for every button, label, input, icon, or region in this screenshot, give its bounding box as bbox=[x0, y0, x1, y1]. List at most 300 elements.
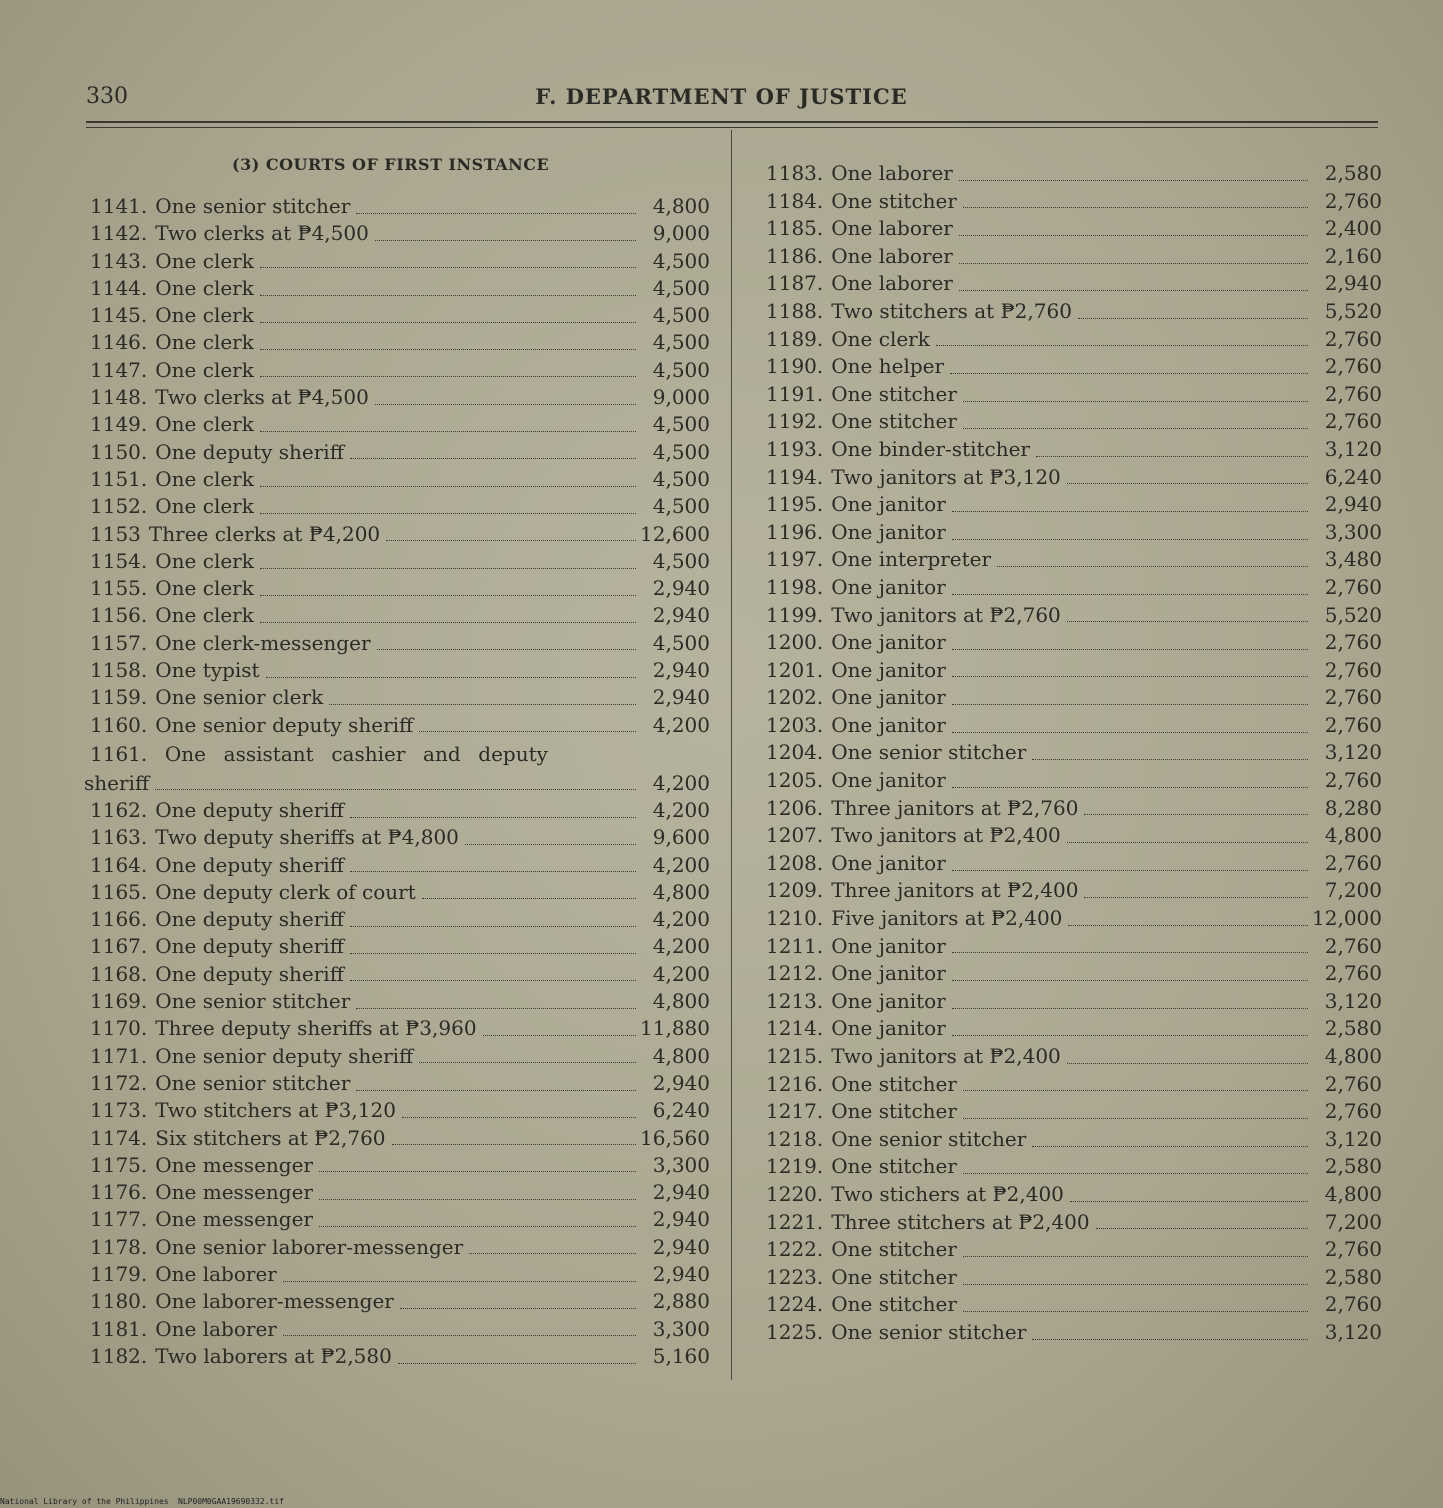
line-item bbox=[766, 298, 1382, 326]
item-amount: 2,760 bbox=[1324, 1292, 1382, 1317]
item-description: One deputy sheriff bbox=[155, 934, 344, 959]
item-number: 1166. bbox=[90, 907, 148, 932]
line-item bbox=[766, 850, 1382, 878]
item-number: 1197. bbox=[766, 547, 824, 572]
item-number: 1171. bbox=[90, 1043, 148, 1068]
line-item bbox=[90, 521, 710, 548]
leader-dots bbox=[350, 952, 636, 954]
item-description: One janitor bbox=[831, 630, 946, 655]
leader-dots bbox=[952, 951, 1308, 953]
item-amount: 4,200 bbox=[652, 934, 710, 959]
item-description: Two stitchers at ₱2,760 bbox=[831, 298, 1072, 323]
item-number: 1221. bbox=[766, 1209, 824, 1234]
item-description: One janitor bbox=[831, 933, 946, 958]
item-description: One senior stitcher bbox=[155, 194, 351, 218]
leader-dots bbox=[952, 1034, 1308, 1036]
item-description: Three stitchers at ₱2,400 bbox=[831, 1209, 1090, 1234]
item-amount: 9,600 bbox=[652, 825, 710, 850]
item-number: 1152. bbox=[90, 494, 148, 519]
item-amount: 2,760 bbox=[1324, 188, 1382, 213]
item-description: One senior laborer-messenger bbox=[155, 1234, 464, 1259]
line-item bbox=[90, 1152, 710, 1179]
line-item bbox=[90, 630, 710, 657]
line-item bbox=[90, 1316, 710, 1343]
item-description: One deputy clerk of court bbox=[155, 879, 416, 904]
leader-dots bbox=[260, 321, 636, 323]
leader-dots bbox=[1067, 620, 1308, 622]
leader-dots bbox=[356, 1089, 636, 1091]
item-number: 1150. bbox=[90, 439, 148, 464]
line-item bbox=[90, 220, 710, 247]
item-description: One senior stitcher bbox=[831, 740, 1027, 765]
item-number: 1203. bbox=[766, 712, 824, 737]
item-number: 1169. bbox=[90, 989, 148, 1014]
item-amount: 2,400 bbox=[1324, 216, 1382, 241]
item-amount: 4,500 bbox=[652, 548, 710, 573]
item-number: 1141. bbox=[90, 194, 148, 218]
item-description-word: cashier bbox=[331, 741, 406, 766]
item-number: 1218. bbox=[766, 1126, 824, 1151]
line-item bbox=[90, 329, 710, 356]
item-amount: 4,200 bbox=[652, 770, 710, 795]
item-amount: 3,120 bbox=[1324, 740, 1382, 765]
leader-dots bbox=[356, 212, 636, 214]
item-description: One senior stitcher bbox=[155, 1070, 351, 1095]
line-item bbox=[766, 739, 1382, 767]
item-number: 1201. bbox=[766, 657, 824, 682]
leader-dots bbox=[283, 1280, 636, 1282]
item-description: One laborer bbox=[831, 161, 953, 185]
item-amount: 2,160 bbox=[1324, 243, 1382, 268]
line-item bbox=[766, 381, 1382, 409]
item-description: One deputy sheriff bbox=[155, 961, 344, 986]
leader-dots bbox=[936, 344, 1308, 346]
item-description: One janitor bbox=[831, 850, 946, 875]
line-item bbox=[90, 933, 710, 960]
item-description: Two janitors at ₱3,120 bbox=[831, 464, 1061, 489]
item-number: 1165. bbox=[90, 879, 148, 904]
item-number: 1187. bbox=[766, 271, 824, 296]
line-item bbox=[766, 629, 1382, 657]
item-amount: 2,940 bbox=[652, 1070, 710, 1095]
item-description: One stitcher bbox=[831, 1099, 957, 1124]
item-number: 1216. bbox=[766, 1071, 824, 1096]
item-description: One clerk bbox=[155, 603, 254, 628]
item-amount: 2,760 bbox=[1324, 685, 1382, 710]
leader-dots bbox=[260, 512, 636, 514]
item-amount: 3,120 bbox=[1324, 988, 1382, 1013]
item-amount: 4,500 bbox=[652, 275, 710, 300]
item-description-word: assistant bbox=[223, 741, 314, 766]
item-amount: 8,280 bbox=[1324, 795, 1382, 820]
line-item bbox=[766, 1098, 1382, 1126]
right-column bbox=[766, 160, 1382, 1347]
line-item-second-line bbox=[76, 769, 710, 797]
item-description: One clerk-messenger bbox=[155, 630, 371, 655]
line-item bbox=[90, 602, 710, 629]
item-amount: 2,940 bbox=[652, 658, 710, 683]
line-item bbox=[766, 988, 1382, 1016]
leader-dots bbox=[1067, 1062, 1308, 1064]
item-number: 1208. bbox=[766, 850, 824, 875]
item-number: 1209. bbox=[766, 878, 824, 903]
line-item bbox=[766, 270, 1382, 298]
item-description: One laborer-messenger bbox=[155, 1289, 394, 1314]
item-number: 1170. bbox=[90, 1016, 148, 1041]
header-rule-thin bbox=[86, 127, 1378, 128]
item-amount: 3,300 bbox=[652, 1316, 710, 1341]
line-item bbox=[90, 961, 710, 988]
line-item bbox=[90, 1043, 710, 1070]
item-number: 1215. bbox=[766, 1044, 824, 1068]
item-amount: 5,520 bbox=[1324, 602, 1382, 627]
item-number: 1207. bbox=[766, 823, 824, 848]
leader-dots bbox=[1084, 896, 1308, 898]
item-description: Two stitchers at ₱3,120 bbox=[155, 1098, 396, 1123]
leader-dots bbox=[1067, 841, 1308, 843]
item-number: 1225. bbox=[766, 1319, 824, 1344]
line-item bbox=[90, 906, 710, 933]
item-description: One messenger bbox=[155, 1207, 313, 1232]
item-number: 1155. bbox=[90, 576, 148, 601]
item-amount: 2,760 bbox=[1324, 381, 1382, 406]
line-item bbox=[90, 1343, 710, 1370]
line-item bbox=[766, 877, 1382, 905]
item-number: 1194. bbox=[766, 464, 824, 489]
item-description: Three janitors at ₱2,400 bbox=[831, 878, 1079, 903]
item-number: 1147. bbox=[90, 357, 148, 382]
item-amount: 6,240 bbox=[652, 1098, 710, 1123]
item-amount: 3,300 bbox=[652, 1152, 710, 1177]
item-number: 1193. bbox=[766, 436, 824, 461]
line-item bbox=[90, 466, 710, 493]
item-amount: 5,160 bbox=[652, 1343, 710, 1368]
item-amount: 4,800 bbox=[652, 879, 710, 904]
item-number: 1142. bbox=[90, 221, 148, 246]
leader-dots bbox=[963, 1255, 1308, 1257]
item-amount: 2,580 bbox=[1324, 1154, 1382, 1179]
item-description: One clerk bbox=[155, 466, 254, 491]
item-description-cont: sheriff bbox=[84, 770, 150, 795]
item-number: 1213. bbox=[766, 988, 824, 1013]
line-item bbox=[90, 1288, 710, 1315]
leader-dots bbox=[483, 1034, 636, 1036]
item-amount: 2,940 bbox=[652, 1180, 710, 1205]
leader-dots bbox=[952, 648, 1308, 650]
item-number: 1153 bbox=[90, 521, 141, 546]
leader-dots bbox=[997, 565, 1308, 567]
item-description: One stitcher bbox=[831, 1071, 957, 1096]
item-description: One senior deputy sheriff bbox=[155, 712, 414, 737]
item-description: One senior deputy sheriff bbox=[155, 1043, 414, 1068]
leader-dots bbox=[1068, 924, 1308, 926]
item-number: 1214. bbox=[766, 1016, 824, 1041]
leader-dots bbox=[469, 1252, 636, 1254]
leader-dots bbox=[952, 510, 1308, 512]
line-item bbox=[90, 357, 710, 384]
item-number: 1224. bbox=[766, 1292, 824, 1317]
item-amount: 2,760 bbox=[1324, 1071, 1382, 1096]
item-description: One stitcher bbox=[831, 381, 957, 406]
item-description: One typist bbox=[155, 658, 260, 683]
item-amount: 2,760 bbox=[1324, 961, 1382, 986]
item-amount: 2,940 bbox=[652, 1234, 710, 1259]
leader-dots bbox=[266, 676, 636, 678]
section-heading: (3) COURTS OF FIRST INSTANCE bbox=[232, 155, 550, 174]
line-item bbox=[90, 193, 710, 220]
item-amount: 4,800 bbox=[652, 1043, 710, 1068]
item-amount: 4,200 bbox=[652, 961, 710, 986]
item-amount: 2,760 bbox=[1324, 1099, 1382, 1124]
line-item bbox=[90, 275, 710, 302]
item-amount: 2,580 bbox=[1324, 1016, 1382, 1041]
item-amount: 5,520 bbox=[1324, 298, 1382, 323]
line-item bbox=[90, 1070, 710, 1097]
item-number: 1195. bbox=[766, 492, 824, 517]
item-amount: 4,500 bbox=[652, 412, 710, 437]
line-item bbox=[90, 248, 710, 275]
item-number: 1177. bbox=[90, 1207, 148, 1232]
item-number: 1204. bbox=[766, 740, 824, 765]
item-amount: 2,760 bbox=[1324, 326, 1382, 351]
line-item bbox=[90, 1234, 710, 1261]
item-number: 1184. bbox=[766, 188, 824, 213]
line-item bbox=[766, 519, 1382, 547]
line-item bbox=[766, 1043, 1382, 1071]
line-item bbox=[90, 1179, 710, 1206]
page-title: F. DEPARTMENT OF JUSTICE bbox=[535, 84, 908, 109]
leader-dots bbox=[260, 430, 636, 432]
item-number: 1154. bbox=[90, 548, 148, 573]
item-amount: 2,760 bbox=[1324, 768, 1382, 793]
line-item bbox=[766, 464, 1382, 492]
item-amount: 7,200 bbox=[1324, 878, 1382, 903]
item-number: 1190. bbox=[766, 354, 824, 379]
item-number: 1174. bbox=[90, 1125, 148, 1150]
leader-dots bbox=[400, 1307, 636, 1309]
item-number: 1149. bbox=[90, 412, 148, 437]
item-number: 1217. bbox=[766, 1099, 824, 1124]
item-description: Two stichers at ₱2,400 bbox=[831, 1181, 1064, 1206]
leader-dots bbox=[952, 786, 1308, 788]
line-item bbox=[90, 988, 710, 1015]
leader-dots bbox=[398, 1362, 636, 1364]
item-description: Three deputy sheriffs at ₱3,960 bbox=[155, 1016, 477, 1041]
footer-library: National Library of the Philippines bbox=[0, 1497, 169, 1506]
line-item bbox=[90, 1015, 710, 1042]
line-item bbox=[90, 384, 710, 411]
item-number: 1173. bbox=[90, 1098, 148, 1123]
item-amount: 2,940 bbox=[652, 685, 710, 710]
item-number: 1223. bbox=[766, 1264, 824, 1289]
leader-dots bbox=[963, 1117, 1308, 1119]
item-number: 1175. bbox=[90, 1152, 148, 1177]
item-number: 1222. bbox=[766, 1237, 824, 1262]
item-description: Two deputy sheriffs at ₱4,800 bbox=[155, 825, 459, 850]
line-item bbox=[90, 1261, 710, 1288]
item-description-word: deputy bbox=[478, 741, 548, 766]
line-item bbox=[766, 574, 1382, 602]
item-description: One clerk bbox=[155, 275, 254, 300]
line-item bbox=[766, 1015, 1382, 1043]
item-number: 1192. bbox=[766, 409, 824, 434]
line-item bbox=[766, 1153, 1382, 1181]
item-number: 1183. bbox=[766, 161, 824, 185]
item-number: 1188. bbox=[766, 298, 824, 323]
page-number: 330 bbox=[86, 84, 128, 109]
leader-dots bbox=[950, 372, 1308, 374]
line-item bbox=[766, 767, 1382, 795]
item-description: One messenger bbox=[155, 1152, 313, 1177]
line-item bbox=[766, 1126, 1382, 1154]
item-amount: 2,580 bbox=[1324, 161, 1382, 185]
item-amount: 12,000 bbox=[1312, 906, 1382, 931]
leader-dots bbox=[260, 375, 636, 377]
item-amount: 9,000 bbox=[652, 385, 710, 410]
leader-dots bbox=[963, 1089, 1308, 1091]
item-number: 1167. bbox=[90, 934, 148, 959]
line-item bbox=[90, 302, 710, 329]
item-description: One janitor bbox=[831, 685, 946, 710]
item-description: One janitor bbox=[831, 1016, 946, 1041]
item-amount: 2,940 bbox=[652, 603, 710, 628]
item-description: Three clerks at ₱4,200 bbox=[148, 521, 381, 546]
item-description: One binder-stitcher bbox=[831, 436, 1030, 461]
item-description: One laborer bbox=[831, 216, 953, 241]
item-number: 1148. bbox=[90, 385, 148, 410]
item-amount: 2,760 bbox=[1324, 712, 1382, 737]
leader-dots bbox=[963, 1310, 1308, 1312]
item-amount: 4,800 bbox=[652, 989, 710, 1014]
item-description: One clerk bbox=[155, 330, 254, 355]
item-amount: 2,880 bbox=[652, 1289, 710, 1314]
item-description: One janitor bbox=[831, 768, 946, 793]
item-number: 1199. bbox=[766, 602, 824, 627]
item-description: One clerk bbox=[155, 576, 254, 601]
item-amount: 4,200 bbox=[652, 797, 710, 822]
leader-dots bbox=[329, 703, 636, 705]
leader-dots bbox=[1036, 455, 1308, 457]
line-item bbox=[766, 546, 1382, 574]
line-item bbox=[766, 795, 1382, 823]
item-description: One stitcher bbox=[831, 1264, 957, 1289]
item-amount: 3,120 bbox=[1324, 1126, 1382, 1151]
item-amount: 4,800 bbox=[1324, 1044, 1382, 1068]
item-description: One deputy sheriff bbox=[155, 907, 344, 932]
item-amount: 2,760 bbox=[1324, 574, 1382, 599]
line-item bbox=[90, 797, 710, 824]
item-amount: 4,500 bbox=[652, 630, 710, 655]
item-description: One clerk bbox=[155, 412, 254, 437]
item-description: One janitor bbox=[831, 492, 946, 517]
item-number: 1151. bbox=[90, 466, 148, 491]
item-amount: 2,760 bbox=[1324, 850, 1382, 875]
item-amount: 3,120 bbox=[1324, 1319, 1382, 1344]
leader-dots bbox=[350, 979, 636, 981]
item-amount: 2,760 bbox=[1324, 1237, 1382, 1262]
item-amount: 4,500 bbox=[652, 439, 710, 464]
item-number: 1219. bbox=[766, 1154, 824, 1179]
leader-dots bbox=[963, 1283, 1308, 1285]
leader-dots bbox=[260, 594, 636, 596]
line-item bbox=[90, 575, 710, 602]
item-description: One clerk bbox=[155, 357, 254, 382]
leader-dots bbox=[1084, 813, 1308, 815]
item-number: 1191. bbox=[766, 381, 824, 406]
item-description: One clerk bbox=[831, 326, 930, 351]
item-amount: 3,300 bbox=[1324, 519, 1382, 544]
item-number: 1179. bbox=[90, 1261, 148, 1286]
item-number: 1180. bbox=[90, 1289, 148, 1314]
line-item bbox=[766, 188, 1382, 216]
item-amount: 4,500 bbox=[652, 248, 710, 273]
item-description: Three janitors at ₱2,760 bbox=[831, 795, 1079, 820]
item-description: One laborer bbox=[155, 1316, 277, 1341]
line-item bbox=[766, 933, 1382, 961]
item-number: 1185. bbox=[766, 216, 824, 241]
item-amount: 2,940 bbox=[652, 1261, 710, 1286]
leader-dots bbox=[959, 262, 1308, 264]
item-description: One deputy sheriff bbox=[155, 852, 344, 877]
item-amount: 2,940 bbox=[1324, 492, 1382, 517]
item-description: Two janitors at ₱2,400 bbox=[831, 823, 1061, 848]
line-item bbox=[766, 1181, 1382, 1209]
item-description: Two laborers at ₱2,580 bbox=[155, 1343, 392, 1368]
item-number: 1189. bbox=[766, 326, 824, 351]
leader-dots bbox=[963, 1172, 1308, 1174]
item-number: 1158. bbox=[90, 658, 148, 683]
item-description: Five janitors at ₱2,400 bbox=[831, 906, 1063, 931]
line-item bbox=[766, 243, 1382, 271]
leader-dots bbox=[959, 289, 1308, 291]
line-item bbox=[84, 739, 710, 797]
leader-dots bbox=[260, 621, 636, 623]
item-number: 1198. bbox=[766, 574, 824, 599]
item-amount: 2,940 bbox=[652, 1207, 710, 1232]
line-item bbox=[766, 602, 1382, 630]
line-item bbox=[766, 215, 1382, 243]
item-description: One janitor bbox=[831, 988, 946, 1013]
leader-dots bbox=[350, 816, 636, 818]
leader-dots bbox=[963, 400, 1308, 402]
line-item bbox=[766, 1319, 1382, 1347]
leader-dots bbox=[952, 869, 1308, 871]
line-item bbox=[90, 548, 710, 575]
leader-dots bbox=[375, 403, 636, 405]
line-item bbox=[766, 1209, 1382, 1237]
item-description: One messenger bbox=[155, 1180, 313, 1205]
item-description: One janitor bbox=[831, 519, 946, 544]
item-amount: 2,760 bbox=[1324, 354, 1382, 379]
item-number: 1182. bbox=[90, 1343, 148, 1368]
item-number: 1202. bbox=[766, 685, 824, 710]
footer-file: NLP00M0GAA19690332.tif bbox=[178, 1497, 284, 1506]
item-amount: 4,200 bbox=[652, 907, 710, 932]
line-item bbox=[766, 436, 1382, 464]
item-amount: 4,500 bbox=[652, 466, 710, 491]
item-amount: 4,500 bbox=[652, 357, 710, 382]
item-number: 1145. bbox=[90, 303, 148, 328]
leader-dots bbox=[356, 1007, 636, 1009]
item-description: One clerk bbox=[155, 303, 254, 328]
leader-dots bbox=[952, 675, 1308, 677]
item-description: One laborer bbox=[155, 1261, 277, 1286]
item-description: One interpreter bbox=[831, 547, 992, 572]
leader-dots bbox=[260, 266, 636, 268]
item-number: 1160. bbox=[90, 712, 148, 737]
item-description: One helper bbox=[831, 354, 945, 379]
item-number: 1168. bbox=[90, 961, 148, 986]
